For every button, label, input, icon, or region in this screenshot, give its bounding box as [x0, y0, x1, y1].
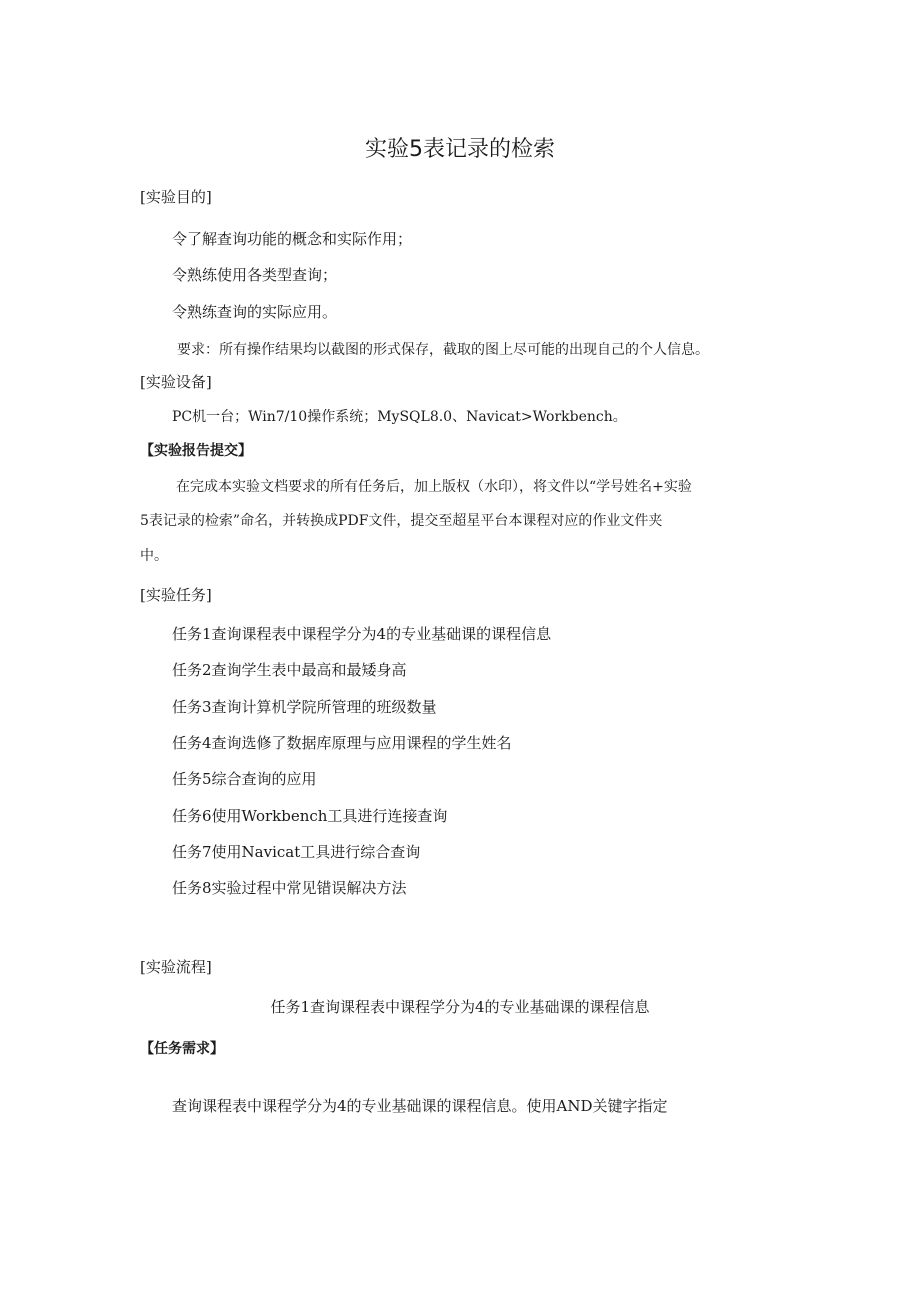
- report-line: 在完成本实验文档要求的所有任务后，加上版权（水印），将文件以“学号姓名+实验: [176, 479, 692, 495]
- task-item: 任务7使用Navicat工具进行综合查询: [172, 843, 421, 861]
- requirement-text: 要求：所有操作结果均以截图的形式保存，截取的图上尽可能的出现自己的个人信息。: [177, 342, 709, 358]
- section-header-need: 【任务需求】: [140, 1041, 224, 1057]
- page-title: 实验5表记录的检索: [365, 137, 555, 162]
- section-header-report: 【实验报告提交】: [140, 443, 252, 459]
- section-header-flow: [实验流程]: [140, 958, 212, 976]
- report-line: 中。: [140, 548, 168, 564]
- task-item: 任务4查询选修了数据库原理与应用课程的学生姓名: [172, 734, 512, 752]
- task-item: 任务3查询计算机学院所管理的班级数量: [172, 698, 437, 716]
- section-header-equipment: [实验设备]: [140, 373, 212, 391]
- purpose-item: 令熟练查询的实际应用。: [172, 303, 338, 321]
- purpose-item: 令了解查询功能的概念和实际作用；: [172, 230, 413, 248]
- section-header-tasks: [实验任务]: [140, 586, 212, 604]
- task-item: 任务2查询学生表中最高和最矮身高: [172, 661, 407, 679]
- purpose-item: 令熟练使用各类型查询；: [172, 266, 338, 284]
- task-item: 任务6使用Workbench工具进行连接查询: [172, 807, 448, 825]
- need-text: 查询课程表中课程学分为4的专业基础课的课程信息。使用AND关键字指定: [172, 1097, 668, 1115]
- task-item: 任务1查询课程表中课程学分为4的专业基础课的课程信息: [172, 625, 552, 643]
- flow-task-title: 任务1查询课程表中课程学分为4的专业基础课的课程信息: [270, 998, 650, 1016]
- task-item: 任务8实验过程中常见错误解决方法: [172, 879, 407, 897]
- equipment-text: PC机一台；Win7/10操作系统；MySQL8.0、Navicat>Workbench。: [172, 409, 627, 425]
- report-line: 5表记录的检索”命名，并转换成PDF文件，提交至超星平台本课程对应的作业文件夹: [140, 513, 663, 529]
- task-item: 任务5综合查询的应用: [172, 770, 317, 788]
- section-header-purpose: [实验目的]: [140, 188, 212, 206]
